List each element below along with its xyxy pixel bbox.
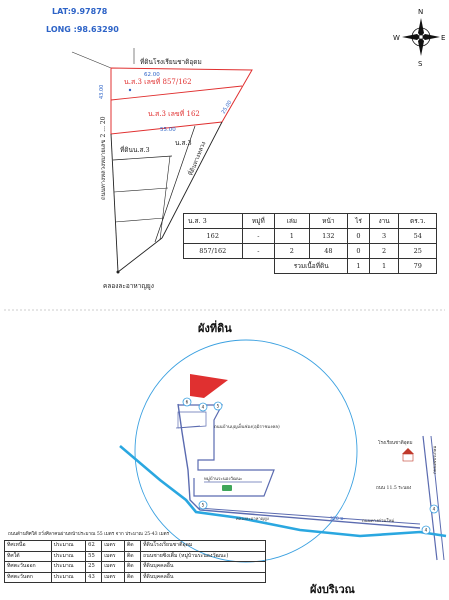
school-label: โรงเรียนชาติอุดม <box>378 441 413 446</box>
table-cell: ติด <box>124 551 140 562</box>
site-canal-label: คลองละอาหาญยูง <box>236 516 269 521</box>
table-cell: 3 <box>369 229 399 244</box>
land-plan <box>4 48 445 335</box>
west-road-label: ถนนทางหลวงหมายเลข 2 ... 20 <box>100 116 107 200</box>
km-label: ถนน 11.5 ระนอง <box>376 486 412 491</box>
table-cell: 43 <box>86 572 102 583</box>
table-row <box>5 572 266 583</box>
road-east-label: ถนนทางด่วนใหม่ <box>362 519 395 524</box>
neighbor-cell: ที่ดินบุคคลอื่น <box>141 562 266 573</box>
canal-label: คลองละอาหาญยูง <box>103 282 154 290</box>
table-cell: 0 <box>348 229 370 244</box>
svg-text:5: 5 <box>216 403 220 409</box>
direction-cell: ทิศเหนือ <box>5 541 52 552</box>
deed-label-162: น.ส.3 เลขที่ 162 <box>148 110 200 118</box>
table-cell: 55 <box>86 551 102 562</box>
direction-cell: ทิศใต้ <box>5 551 52 562</box>
table-total-row <box>184 259 437 274</box>
distance-note: ถนนด้านทิศใต้ ถวั่งศิลาคนผ่านหน้าประมาณ 55 เมตร จาก ประมาณ 25-43 เมตร <box>8 532 170 537</box>
svg-text:6: 6 <box>185 399 189 405</box>
table-row <box>5 562 266 573</box>
svg-text:4: 4 <box>201 404 205 410</box>
table-cell: ติด <box>124 541 140 552</box>
table-cell: 162 <box>184 229 243 244</box>
svg-text:4: 4 <box>424 527 428 533</box>
bus-icon <box>222 485 232 491</box>
header-cell: เล่ม <box>275 214 309 229</box>
table-cell: 25 <box>399 244 437 259</box>
svg-text:4: 4 <box>432 506 436 512</box>
site-title: ผังบริเวณ <box>310 583 355 596</box>
boundary-table <box>4 540 266 583</box>
compass-e: E <box>441 34 446 42</box>
deed-table <box>183 213 437 274</box>
table-row <box>184 244 437 259</box>
table-cell: เมตร <box>102 551 125 562</box>
table-cell: 857/162 <box>184 244 243 259</box>
total-wa: 79 <box>399 259 437 274</box>
school-icon <box>402 448 414 461</box>
header-cell: ไร่ <box>348 214 370 229</box>
plot-marker <box>190 374 228 398</box>
table-cell: 2 <box>275 244 309 259</box>
compass-n: N <box>418 8 424 16</box>
header-cell: งาน <box>369 214 399 229</box>
header-cell: ตร.ว. <box>399 214 437 229</box>
plot-divider <box>111 86 242 100</box>
deed-dot <box>129 89 131 91</box>
deed-label-857: น.ส.3 เลขที่ 857/162 <box>124 78 192 86</box>
route-marker-icon <box>183 398 438 534</box>
direction-cell: ทิศตะวันตก <box>5 572 52 583</box>
table-header-row <box>184 214 437 229</box>
total-ngan: 1 <box>369 259 399 274</box>
svg-text:5: 5 <box>201 502 205 508</box>
table-cell: 1 <box>275 229 309 244</box>
table-cell: 2 <box>369 244 399 259</box>
compass-s: S <box>418 60 423 68</box>
north-dim: 62.00 <box>144 72 160 78</box>
north-neighbor-label: ที่ดินโรงเรียนชาติอุดม <box>140 58 202 66</box>
total-label: รวมเนื้อที่ดิน <box>275 259 348 274</box>
ns3-label: น.ส.3 <box>175 139 192 147</box>
table-row <box>5 541 266 552</box>
latitude-label: LAT:9.97878 <box>52 7 108 16</box>
table-row <box>184 229 437 244</box>
header-cell: หมู่ที่ <box>242 214 275 229</box>
west-dim: 43.00 <box>99 84 105 99</box>
total-rai: 1 <box>348 259 370 274</box>
table-cell: ประมาณ <box>51 562 86 573</box>
east-road-label: ที่ดินทางหลวง <box>187 140 208 177</box>
table-cell: 0 <box>348 244 370 259</box>
table-cell: - <box>242 229 275 244</box>
neighbor-cell: ที่ดินโรงเรียนชาติอุดม <box>141 541 266 552</box>
lot-ns3-label: ที่ดินน.ส.3 <box>120 146 150 154</box>
table-cell: ติด <box>124 572 140 583</box>
direction-cell: ทิศตะวันออก <box>5 562 52 573</box>
highway-label: ถนนเพชรเกษม <box>433 445 438 474</box>
table-cell: 25 <box>86 562 102 573</box>
table-cell: 54 <box>399 229 437 244</box>
table-cell: 48 <box>309 244 348 259</box>
table-cell: ประมาณ <box>51 551 86 562</box>
table-cell: ติด <box>124 562 140 573</box>
table-cell: 132 <box>309 229 348 244</box>
compass-w: W <box>393 34 400 42</box>
inner-dim: 55.00 <box>160 127 176 133</box>
table-cell: เมตร <box>102 572 125 583</box>
table-row <box>5 551 266 562</box>
village-label: หมู่บ้านระนองวัฒนะ <box>204 477 243 482</box>
longitude-label: LONG :98.63290 <box>46 25 119 34</box>
table-cell: เมตร <box>102 541 125 552</box>
table-cell: 62 <box>86 541 102 552</box>
neighbor-cell: ถนนชายซิงเติ้ม (หมู่บ้านระนองวัฒนะ) <box>141 551 266 562</box>
east-dim: 25.00 <box>220 99 234 116</box>
table-cell: ประมาณ <box>51 541 86 552</box>
header-cell: หน้า <box>309 214 348 229</box>
header-cell: น.ส. 3 <box>184 214 243 229</box>
table-cell: - <box>242 244 275 259</box>
compass-icon <box>393 8 445 68</box>
table-cell: ประมาณ <box>51 572 86 583</box>
plan-title: ผังที่ดิน <box>198 322 232 335</box>
table-cell: เมตร <box>102 562 125 573</box>
neighbor-cell: ที่ดินบุคคลอื่น <box>141 572 266 583</box>
site-road-label: ถนนบ้านบุญเย็นช่อง(อุมิราชมงคล) <box>214 425 280 430</box>
distance-label: 320 ม. <box>330 517 345 522</box>
radius-circle <box>135 340 357 562</box>
